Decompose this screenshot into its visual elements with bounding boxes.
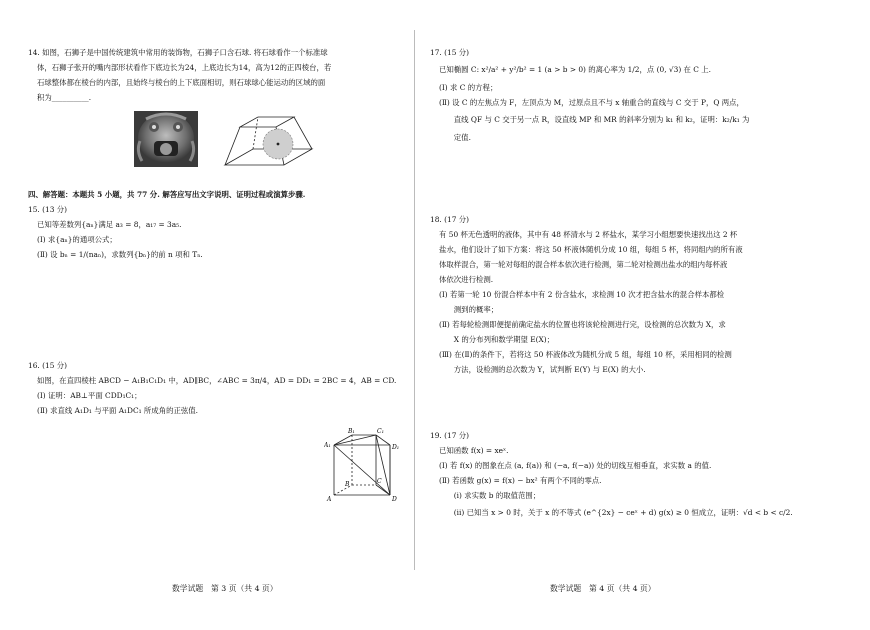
q19-line: 19. (17 分) xyxy=(430,431,470,440)
frustum-figure xyxy=(222,111,314,169)
q17-line: 定值. xyxy=(439,133,471,142)
q18-line: 有 50 杯无色透明的液体，其中有 48 杯清水与 2 杯盐水，某学习小组想要快速找出这 2 杯 xyxy=(439,230,738,239)
question-14 xyxy=(28,45,331,105)
q16-line: (Ⅰ) 证明：AB⊥平面 CDD₁C₁； xyxy=(37,391,142,400)
q19-line: (Ⅰ) 若 f(x) 的图象在点 (a, f(a)) 和 (−a, f(−a)) 处的切线互相垂直，求实数 a 的值. xyxy=(439,461,712,470)
q18-line: (Ⅱ) 若每轮检测即便提前确定盐水的位置也将该轮检测进行完，设检测的总次数为 X，求 xyxy=(439,320,726,329)
q17-line: 17. (15 分) xyxy=(430,48,470,57)
q18-line: 测到的概率； xyxy=(439,305,499,314)
q14-line: 14. 如图，石狮子是中国传统建筑中常用的装饰物，石狮子口含石球. 将石球看作一个标准球 xyxy=(28,48,328,57)
label-D1: D₁ xyxy=(392,444,400,451)
q14-line: 体，石狮子张开的嘴内部形状看作下底边长为24，上底边长为14，高为12的正四棱台，若 xyxy=(37,63,332,72)
question-15 xyxy=(28,202,203,262)
page-divider xyxy=(414,30,415,570)
label-C: C xyxy=(377,478,382,485)
label-B1: B₁ xyxy=(348,428,355,435)
label-A1: A₁ xyxy=(324,442,331,449)
q17-line: (Ⅰ) 求 C 的方程； xyxy=(439,83,498,92)
q15-line: (Ⅱ) 设 bₙ = 1/(naₙ)，求数列{bₙ}的前 n 项和 Tₙ. xyxy=(37,250,203,259)
q18-line: 方法，设检测的总次数为 Y，试判断 E(Y) 与 E(X) 的大小. xyxy=(439,365,646,374)
label-D: D xyxy=(392,496,397,503)
q18-line: 体依次进行检测. xyxy=(439,275,494,284)
q19-line: (ⅰ) 求实数 b 的取值范围； xyxy=(439,491,541,500)
q16-line: (Ⅱ) 求直线 A₁D₁ 与平面 A₁DC₁ 所成角的正弦值. xyxy=(37,406,198,415)
q16-line: 如图，在直四棱柱 ABCD − A₁B₁C₁D₁ 中，AD∥BC，∠ABC = 3π/4，AD = DD₁ = 2BC = 4，AB = CD. xyxy=(37,376,397,385)
question-17 xyxy=(430,45,749,145)
q18-line: (Ⅰ) 若第一轮 10 份混合样本中有 2 份含盐水，求检测 10 次才把含盐水的混合样本都检 xyxy=(439,290,725,299)
prism-figure xyxy=(324,425,402,503)
q15-line: 15. (13 分) xyxy=(28,205,68,214)
q17-line: 已知椭圆 C: x²/a² + y²/b² = 1 (a > b > 0) 的离心率为 1/2，点 (0, √3) 在 C 上. xyxy=(439,65,712,74)
q15-line: (Ⅰ) 求{aₙ}的通项公式； xyxy=(37,235,117,244)
label-A: A xyxy=(327,496,332,503)
label-C1: C₁ xyxy=(377,428,384,435)
q18-line: (Ⅲ) 在(Ⅱ)的条件下，若将这 50 杯液体改为随机分成 5 组，每组 10 杯，采用相同的检测 xyxy=(439,350,732,359)
q18-line: 盐水，他们设计了如下方案：将这 50 杯液体随机分成 10 组，每组 5 杯，将同组内的所有液 xyxy=(439,245,743,254)
footer-page-3: 数学试题 第 3 页（共 4 页） xyxy=(172,584,278,593)
question-16 xyxy=(28,358,396,418)
q17-line: (Ⅱ) 设 C 的左焦点为 F，左顶点为 M，过原点且不与 x 轴重合的直线与 C 交于 P，Q 两点， xyxy=(439,98,744,107)
q14-line: 积为__________. xyxy=(37,93,92,102)
q18-line: X 的分布列和数学期望 E(X)； xyxy=(439,335,555,344)
q15-line: 已知等差数列{aₙ}满足 a₃ = 8，a₁₇ = 3a₅. xyxy=(37,220,182,229)
stone-lion-photo xyxy=(134,111,198,167)
footer-page-4: 数学试题 第 4 页（共 4 页） xyxy=(550,584,656,593)
q19-line: (ⅱ) 已知当 x > 0 时，关于 x 的不等式 (e^{2x} − ceˣ + d) g(x) ≥ 0 恒成立，证明：√d < b < c/2. xyxy=(439,508,793,517)
q16-line: 16. (15 分) xyxy=(28,361,68,370)
q14-line: 石球整体都在棱台的内部，且始终与棱台的上下底面相切，则石球球心能运动的区域的面 xyxy=(37,78,326,87)
section-header: 四、解答题：本题共 5 小题，共 77 分. 解答应写出文字说明、证明过程或演算步骤. xyxy=(28,190,306,199)
question-19 xyxy=(430,428,793,523)
q19-line: (Ⅱ) 若函数 g(x) = f(x) − bx² 有两个不同的零点. xyxy=(439,476,602,485)
q18-line: 体取样混合，第一轮对每组的混合样本依次进行检测，第二轮对检测出盐水的组内每杯液 xyxy=(439,260,728,269)
label-B: B xyxy=(345,481,350,488)
question-18 xyxy=(430,212,743,377)
q19-line: 已知函数 f(x) = xeˣ. xyxy=(439,446,509,455)
q17-line: 直线 QF 与 C 交于另一点 R，设直线 MP 和 MR 的斜率分别为 k₁ 和 k₂，证明：k₂/k₁ 为 xyxy=(439,115,750,124)
q18-line: 18. (17 分) xyxy=(430,215,470,224)
